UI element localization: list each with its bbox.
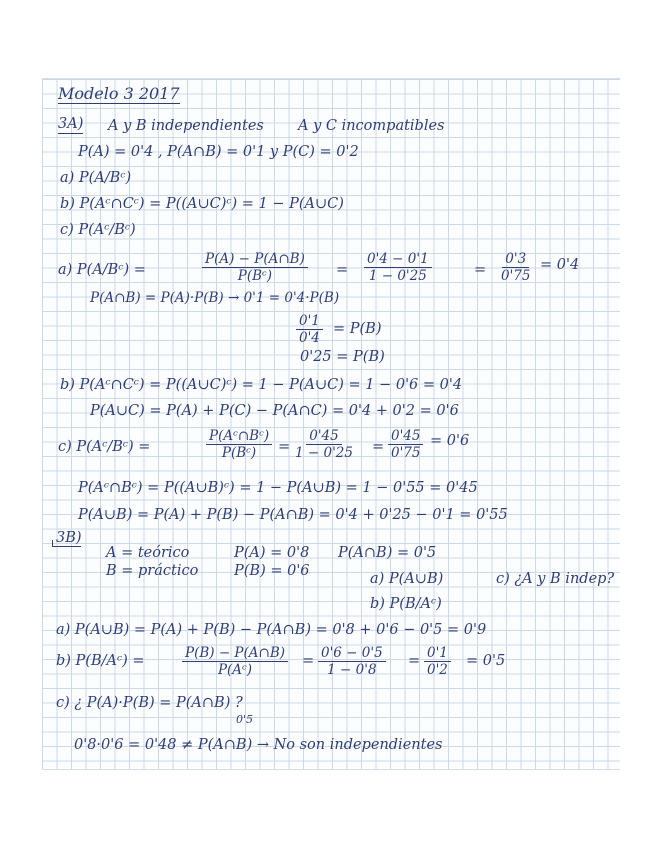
question-3a-a: a) P(A/Bᶜ) — [60, 170, 132, 186]
union-ac-equation: P(A∪C) = P(A) + P(C) − P(A∩C) = 0'4 + 0'2 = 0'6 — [90, 403, 459, 419]
given-values: P(A) = 0'4 , P(A∩B) = 0'1 y P(C) = 0'2 — [78, 144, 359, 160]
numerator: P(B) − P(A∩B) — [182, 646, 288, 662]
label-box — [52, 540, 81, 547]
page-title: Modelo 3 2017 — [58, 84, 180, 103]
result-value: = 0'5 — [466, 653, 506, 669]
fraction — [498, 252, 533, 283]
fraction — [296, 314, 323, 345]
solution-3b-a: a) P(A∪B) = P(A) + P(B) − P(A∩B) = 0'8 + 0'6 − 0'5 = 0'9 — [56, 622, 487, 638]
fraction — [318, 646, 386, 677]
exercise-3b-label: 3B) — [56, 530, 82, 546]
solution-3b-c-question: c) ¿ P(A)·P(B) = P(A∩B) ? — [56, 695, 243, 711]
solution-3b-c-conclusion: 0'8·0'6 = 0'48 ≠ P(A∩B) → No son independientes — [74, 737, 443, 753]
question-3a-c: c) P(Aᶜ/Bᶜ) — [60, 222, 136, 238]
given-pab: P(A∩B) = 0'5 — [338, 545, 437, 561]
union-ab-equation: P(A∪B) = P(A) + P(B) − P(A∩B) = 0'4 + 0'25 − 0'1 = 0'55 — [78, 507, 508, 523]
equals-sign: = — [278, 439, 291, 455]
numerator: P(A) − P(A∩B) — [202, 252, 308, 268]
equals-sign: = — [474, 262, 487, 278]
pb-equation: = P(B) — [333, 321, 382, 337]
denominator: 1 − 0'8 — [327, 662, 377, 679]
definition-a: A = teórico — [106, 545, 190, 561]
denominator: 0'75 — [391, 445, 421, 462]
solution-3a-a-lead: a) P(A/Bᶜ) = — [58, 262, 146, 278]
numerator: 0'4 − 0'1 — [364, 252, 432, 268]
denominator: P(Bᶜ) — [221, 445, 257, 462]
fraction — [202, 252, 308, 283]
fraction — [206, 429, 272, 460]
numerator: P(Aᶜ∩Bᶜ) — [206, 429, 272, 445]
given-pb: P(B) = 0'6 — [234, 563, 310, 579]
numerator: 0'45 — [388, 429, 423, 445]
substituted-value: 0'5 — [236, 713, 254, 726]
solution-3a-c-lead: c) P(Aᶜ/Bᶜ) = — [58, 439, 151, 455]
independence-equation: P(A∩B) = P(A)·P(B) → 0'1 = 0'4·P(B) — [90, 290, 340, 306]
equals-sign: = — [372, 439, 385, 455]
denominator: 0'4 — [299, 330, 320, 347]
solution-3a-b: b) P(Aᶜ∩Cᶜ) = P((A∪C)ᶜ) = 1 − P(A∪C) = 1 − 0'6 = 0'4 — [60, 377, 463, 393]
given-incompatible: A y C incompatibles — [298, 118, 445, 134]
fraction — [424, 646, 451, 677]
numerator: 0'1 — [296, 314, 323, 330]
question-3b-a: a) P(A∪B) — [370, 571, 444, 587]
question-3a-b: b) P(Aᶜ∩Cᶜ) = P((A∪C)ᶜ) = 1 − P(A∪C) — [60, 196, 344, 212]
equals-sign: = — [302, 653, 315, 669]
fraction — [292, 429, 356, 460]
result-value: = 0'6 — [430, 433, 470, 449]
question-3b-c: c) ¿A y B indep? — [496, 571, 615, 587]
denominator: 0'2 — [427, 662, 448, 679]
denominator: P(Bᶜ) — [237, 268, 273, 285]
denominator: 0'75 — [501, 268, 531, 285]
denominator: P(Aᶜ) — [217, 662, 253, 679]
given-pa: P(A) = 0'8 — [234, 545, 310, 561]
exercise-3a-label: 3A) — [58, 116, 84, 132]
denominator: 1 − 0'25 — [295, 445, 353, 462]
numerator: 0'6 − 0'5 — [318, 646, 386, 662]
complement-intersection-equation: P(Aᶜ∩Bᶜ) = P((A∪B)ᶜ) = 1 − P(A∪B) = 1 − 0'55 = 0'45 — [78, 480, 478, 496]
equals-sign: = — [336, 262, 349, 278]
result-value: = 0'4 — [540, 257, 580, 273]
equals-sign: = — [408, 653, 421, 669]
numerator: 0'3 — [502, 252, 529, 268]
pb-result: 0'25 = P(B) — [300, 349, 385, 365]
numerator: 0'1 — [424, 646, 451, 662]
solution-3b-b-lead: b) P(B/Aᶜ) = — [56, 653, 145, 669]
question-3b-b: b) P(B/Aᶜ) — [370, 596, 442, 612]
definition-b: B = práctico — [106, 563, 199, 579]
numerator: 0'45 — [306, 429, 341, 445]
given-independent: A y B independientes — [108, 118, 264, 134]
fraction — [182, 646, 288, 677]
fraction — [364, 252, 432, 283]
denominator: 1 − 0'25 — [368, 268, 427, 285]
fraction — [388, 429, 423, 460]
